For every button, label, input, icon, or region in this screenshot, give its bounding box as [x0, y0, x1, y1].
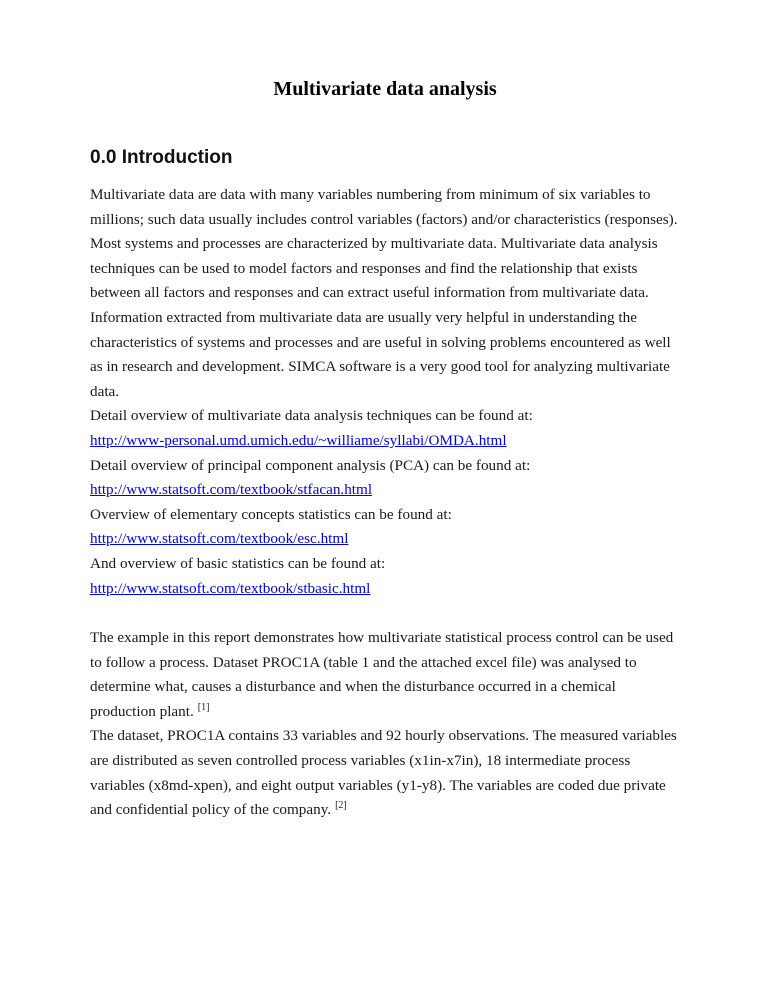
document-body [90, 183, 682, 823]
reference-2: [2] [335, 800, 347, 812]
resource-line [90, 478, 682, 503]
intro-paragraph: Multivariate data are data with many variables numbering from minimum of six variables to millions; such data usually includes control variables (factors) and/or characteristics (responses). Most systems and processes are characterized by multivariate data. Multivariate data analysis techniques can be used to model factors and responses and find the relationship that exists between all factors and responses and can extract useful information from multivariate data. Information extracted from multivariate data are usually very helpful in understanding the characteristics of systems and processes and are useful in solving problems encountered as well as in research and development. SIMCA software is a very good tool for analyzing multivariate data. [90, 186, 678, 400]
resource-line [90, 577, 682, 602]
reference-1: [1] [197, 701, 210, 713]
resource-line [90, 527, 682, 552]
paragraph-spacer [90, 601, 682, 626]
resource-line [90, 429, 682, 454]
dataset-paragraph [90, 724, 682, 822]
resource-link-stbasic[interactable]: http://www.statsoft.com/textbook/stbasic.html [90, 579, 371, 597]
resource-label-basic-statistics: And overview of basic statistics can be found at: [90, 554, 386, 572]
resource-link-omda[interactable]: http://www-personal.umd.umich.edu/~williame/syllabi/OMDA.html [90, 431, 507, 449]
document-title: Multivariate data analysis [273, 78, 497, 100]
resource-label-elementary-concepts: Overview of elementary concepts statistics can be found at: [90, 505, 452, 523]
resource-label-omda: Detail overview of multivariate data analysis techniques can be found at: [90, 407, 533, 425]
example-paragraph-text: The example in this report demonstrates how multivariate statistical process control can be used to follow a process. Dataset PROC1A (table 1 and the attached excel file) was analysed to determine what, causes a disturbance and when the disturbance occurred in a chemical production plant. [90, 629, 674, 720]
example-paragraph [90, 626, 682, 724]
resource-link-stfacan[interactable]: http://www.statsoft.com/textbook/stfacan.html [90, 481, 373, 499]
dataset-paragraph-text: The dataset, PROC1A contains 33 variables and 92 hourly observations. The measured variables are distributed as seven controlled process variables (x1in-x7in), 18 intermediate process variables (x8md-xpen), and eight output variables (y1-y8). The variables are coded due private and confidential policy of the company. [90, 727, 677, 819]
resource-label-pca: Detail overview of principal component analysis (PCA) can be found at: [90, 456, 531, 474]
resource-link-esc[interactable]: http://www.statsoft.com/textbook/esc.html [90, 530, 349, 548]
section-heading: 0.0 Introduction [90, 147, 233, 168]
